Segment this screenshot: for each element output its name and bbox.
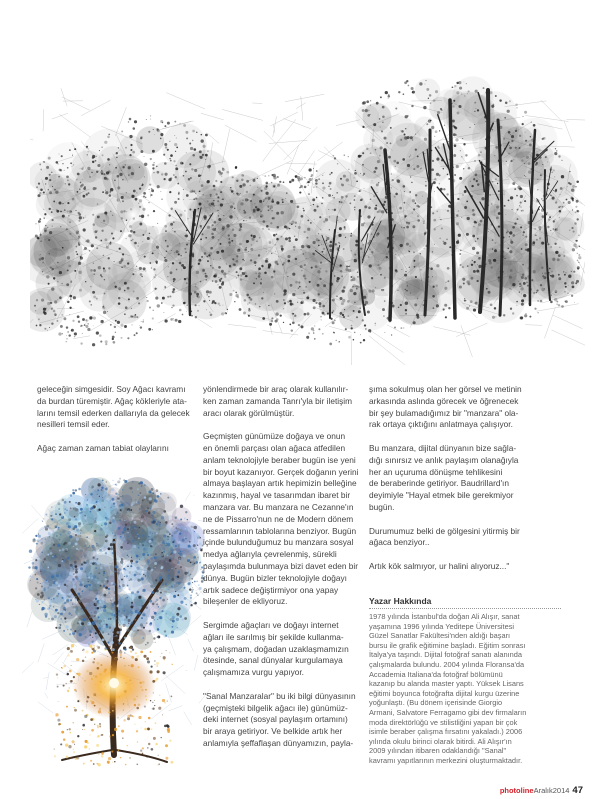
text-line: Artık kök salmıyor, ur halini alıyoruz..." <box>369 560 510 571</box>
magazine-brand: photoline <box>499 786 534 795</box>
text-line: isimle beraber çalışma fırsatını yakaladı.) 2006 <box>369 727 523 737</box>
text-line: en önemli parçası olan ağaca atfedilen <box>203 442 346 453</box>
text-line: da burdan türemiştir. Ağaç kökleriyle ata- <box>37 395 187 406</box>
text-line: "Sanal Manzaralar" bu iki bilgi dünyasının <box>203 690 356 701</box>
text-line: yoğunlaştı. (Bu dönem içerisinde Giorgio <box>369 698 503 708</box>
text-line: çalışmalarda bulundu. 2004 yılında Floransa'da <box>369 659 525 669</box>
text-column-1 <box>37 384 212 467</box>
col2-paragraph-4 <box>203 691 373 750</box>
text-line: ağaca benziyor.. <box>369 537 430 548</box>
text-line: bir boyut kazanıyor. Gerçek doğanın yerini <box>203 466 359 477</box>
text-line: dünya. Bugün bizler teknolojiyle doğayı <box>203 572 347 583</box>
col2-paragraph-1 <box>203 384 373 419</box>
page-number: 47 <box>572 785 583 796</box>
text-line: moda direktörlüğü ve stilistliğini yapan bir çok <box>369 717 518 727</box>
landscape-artwork-graphic <box>30 60 585 365</box>
issue-label: Aralık2014 <box>533 786 570 795</box>
author-bio-heading: Yazar Hakkında <box>369 596 561 609</box>
text-line: bir şey bulamadığımız bir "manzara" ola- <box>369 407 519 418</box>
text-line: ötesinde, sanal dünyalar kurgulamaya <box>203 655 343 666</box>
text-line: kazanıp bu alanda master yaptı. Yüksek Lisans <box>369 679 524 689</box>
text-line: bileşenler de ekliyoruz. <box>203 596 288 607</box>
text-line: yaşamına 1996 yılında Yeditepe Üniversitesi <box>369 621 515 631</box>
text-line: kazınmış, hayal ve tasarımdan ibaret bir <box>203 490 351 501</box>
text-line: dığı sınırsız ve anlık paylaşım olanağıyla <box>369 454 519 465</box>
text-line: 1978 yılında İstanbul'da doğan Ali Alışır, sanat <box>369 612 520 621</box>
col2-paragraph-3 <box>203 620 373 679</box>
col3-paragraph-4 <box>369 561 569 573</box>
text-line: artık sadece değiştirmiyor ona yapay <box>203 584 339 595</box>
text-line: ne de Pissarro'nun ne de Modern dönem <box>203 513 354 524</box>
text-line: şıma sokulmuş olan her görsel ve metinin <box>369 384 522 394</box>
tree-artwork <box>22 470 212 770</box>
text-line: ken zaman zamanda Tanrı'yla bir iletişim <box>203 395 352 406</box>
tree-artwork-graphic <box>22 470 212 770</box>
text-line: aracı olarak görülmüştür. <box>203 407 295 418</box>
text-line: Bu manzara, dijital dünyanın bize sağla- <box>369 442 517 453</box>
text-line: larını temsil ederken dallarıyla da gelecek <box>37 407 190 418</box>
text-line: Ağaç zaman zaman tabiat olaylarını <box>37 442 169 453</box>
text-line: paylaşımda bulunmaya bizi davet eden bir <box>203 560 358 571</box>
page-footer <box>500 785 583 796</box>
col1-paragraph-1 <box>37 384 212 431</box>
text-line: rak ortaya çıktığını anlatmaya çalışıyor. <box>369 419 513 430</box>
text-line: yönlendirmede bir araç olarak kullanılır- <box>203 384 349 394</box>
text-line: Accademia Italiana'da fotoğraf bölümünü <box>369 669 503 679</box>
text-line: anlam teknolojiyle beraber bugün ise yeni <box>203 454 356 465</box>
col2-paragraph-2 <box>203 431 373 608</box>
text-line: Güzel Sanatlar Fakültesi'nden aldığı başarı <box>369 631 511 641</box>
text-line: manzara var. Bu manzara ne Cezanne'ın <box>203 501 354 512</box>
text-line: almaya başlayan artık hepimizin belleğine <box>203 478 357 489</box>
text-line: deyimiyle "Hayal etmek bile gerekmiyor <box>369 490 514 501</box>
text-line: bursu ile grafik eğitimine başladı. Eğitim sonrası <box>369 640 526 650</box>
text-line: ya çalışmam, doğadan uzaklaşmamızın <box>203 643 349 654</box>
text-line: ressamlarının tablolarına benziyor. Bugün <box>203 525 357 536</box>
text-column-2 <box>203 384 373 762</box>
landscape-artwork <box>30 60 585 365</box>
text-line: Durumumuz belki de gölgesini yitirmiş bir <box>369 525 520 536</box>
text-line: medya ağlarıyla çevrelenmiş, sürekli <box>203 549 337 560</box>
text-line: bir araya getiriyor. Ve belkide artık her <box>203 726 343 737</box>
text-line: Sergimde ağaçları ve doğayı internet <box>203 619 339 630</box>
text-line: anlamıyla şeffaflaşan dünyamızın, payla- <box>203 737 354 748</box>
col1-paragraph-2 <box>37 443 212 455</box>
text-line: kavramı yapıtlarının merkezini oluşturmaktadır. <box>369 755 523 765</box>
text-line: bugün. <box>369 501 395 512</box>
text-line: geleceğin simgesidir. Soy Ağacı kavramı <box>37 384 186 394</box>
text-line: ağları ile sarılmış bir şekilde kullanma- <box>203 631 344 642</box>
text-line: içinde bulunduğumuz bu manzara sosyal <box>203 537 354 548</box>
col3-paragraph-2 <box>369 443 569 514</box>
text-line: her an uçuruma dönüşme tehlikesini <box>369 466 503 477</box>
col3-paragraph-3 <box>369 526 569 550</box>
text-line: de beraberinde getiriyor. Baudrillard'ın <box>369 478 509 489</box>
text-line: Armani, Salvatore Ferragamo gibi dev firmaların <box>369 707 527 717</box>
text-line: İtalya'ya taşındı. Dijital fotoğraf sanatı alanında <box>369 650 523 660</box>
text-line: (geçmişteki bilgelik ağacı ile) günümüz- <box>203 702 348 713</box>
text-line: eğitimi boyunca fotoğrafta dijital kurgu üzerine <box>369 688 520 698</box>
author-bio-text <box>369 612 561 766</box>
text-line: Geçmişten günümüze doğaya ve onun <box>203 431 346 442</box>
text-line: çalışmamıza vurgu yapıyor. <box>203 667 304 678</box>
text-column-3 <box>369 384 569 585</box>
text-line: deki internet (sosyal paylaşım ortamını) <box>203 714 348 725</box>
text-line: nesilleri temsil eder. <box>37 419 110 430</box>
text-line: 2009 yılından itibaren odaklandığı "Sanal" <box>369 746 507 756</box>
text-line: yılında okulu birinci olarak bitirdi. Ali Alışır'ın <box>369 736 512 746</box>
text-line: arkasında aslında görecek ve öğrenecek <box>369 395 519 406</box>
col3-paragraph-1 <box>369 384 569 431</box>
author-bio-box <box>369 596 561 766</box>
